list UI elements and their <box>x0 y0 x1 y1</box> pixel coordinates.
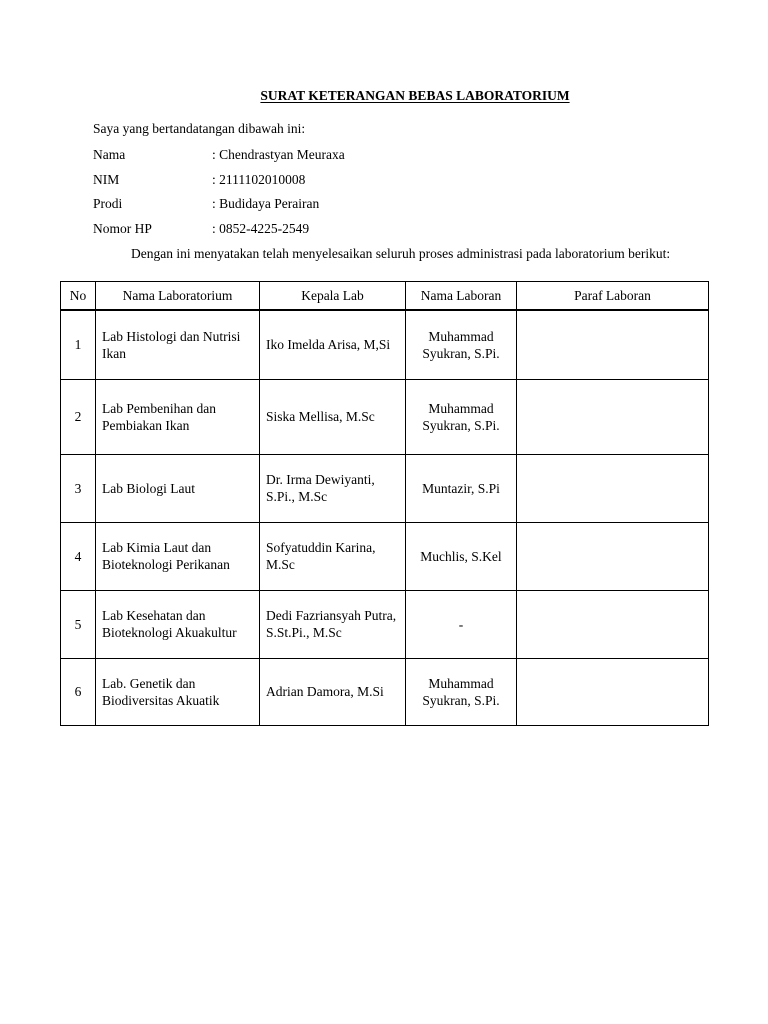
cell-no: 4 <box>61 522 96 590</box>
field-label: Prodi <box>93 196 123 211</box>
intro-text: Saya yang bertandatangan dibawah ini: <box>93 121 306 136</box>
document-title: SURAT KETERANGAN BEBAS LABORATORIUM <box>260 88 570 103</box>
cell-paraf[interactable] <box>517 658 709 725</box>
field-value: : 2111102010008 <box>212 172 306 187</box>
column-header-kepala: Kepala Lab <box>260 282 406 311</box>
cell-kepala: Adrian Damora, M.Si <box>260 658 406 725</box>
cell-laboran: Muhammad Syukran, S.Pi. <box>406 379 517 454</box>
cell-laboran: Muhammad Syukran, S.Pi. <box>406 310 517 379</box>
cell-no: 6 <box>61 658 96 725</box>
cell-lab: Lab Kesehatan dan Bioteknologi Akuakultur <box>96 590 260 658</box>
cell-lab: Lab. Genetik dan Biodiversitas Akuatik <box>96 658 260 725</box>
statement-text: Dengan ini menyatakan telah menyelesaikan seluruh proses administrasi pada laboratorium berikut: <box>131 246 671 261</box>
cell-lab: Lab Kimia Laut dan Bioteknologi Perikanan <box>96 522 260 590</box>
cell-paraf[interactable] <box>517 590 709 658</box>
column-header-laboran: Nama Laboran <box>406 282 517 311</box>
table-row <box>61 379 709 454</box>
cell-no: 5 <box>61 590 96 658</box>
cell-laboran: Muntazir, S.Pi <box>406 454 517 522</box>
cell-paraf[interactable] <box>517 310 709 379</box>
column-header-lab: Nama Laboratorium <box>96 282 260 311</box>
field-label: Nama <box>93 147 126 162</box>
cell-no: 3 <box>61 454 96 522</box>
cell-lab: Lab Pembenihan dan Pembiakan Ikan <box>96 379 260 454</box>
field-value: : 0852-4225-2549 <box>212 221 310 236</box>
cell-lab: Lab Biologi Laut <box>96 454 260 522</box>
table-row <box>61 522 709 590</box>
cell-kepala: Sofyatuddin Karina, M.Sc <box>260 522 406 590</box>
table-row <box>61 658 709 725</box>
cell-laboran: Muchlis, S.Kel <box>406 522 517 590</box>
cell-kepala: Dr. Irma Dewiyanti, S.Pi., M.Sc <box>260 454 406 522</box>
table-row <box>61 590 709 658</box>
cell-paraf[interactable] <box>517 522 709 590</box>
table-row <box>61 310 709 379</box>
cell-kepala: Iko Imelda Arisa, M,Si <box>260 310 406 379</box>
laboratory-table <box>60 281 709 726</box>
table-row <box>61 454 709 522</box>
cell-lab: Lab Histologi dan Nutrisi Ikan <box>96 310 260 379</box>
column-header-no: No <box>61 282 96 311</box>
cell-laboran: Muhammad Syukran, S.Pi. <box>406 658 517 725</box>
cell-no: 2 <box>61 379 96 454</box>
cell-kepala: Siska Mellisa, M.Sc <box>260 379 406 454</box>
field-label: Nomor HP <box>93 221 152 236</box>
field-label: NIM <box>93 172 120 187</box>
cell-no: 1 <box>61 310 96 379</box>
table-header-row <box>61 282 709 311</box>
cell-kepala: Dedi Fazriansyah Putra, S.St.Pi., M.Sc <box>260 590 406 658</box>
column-header-paraf: Paraf Laboran <box>517 282 709 311</box>
field-value: : Chendrastyan Meuraxa <box>212 147 345 162</box>
cell-paraf[interactable] <box>517 379 709 454</box>
cell-paraf[interactable] <box>517 454 709 522</box>
cell-laboran: - <box>406 590 517 658</box>
field-value: : Budidaya Perairan <box>212 196 320 211</box>
